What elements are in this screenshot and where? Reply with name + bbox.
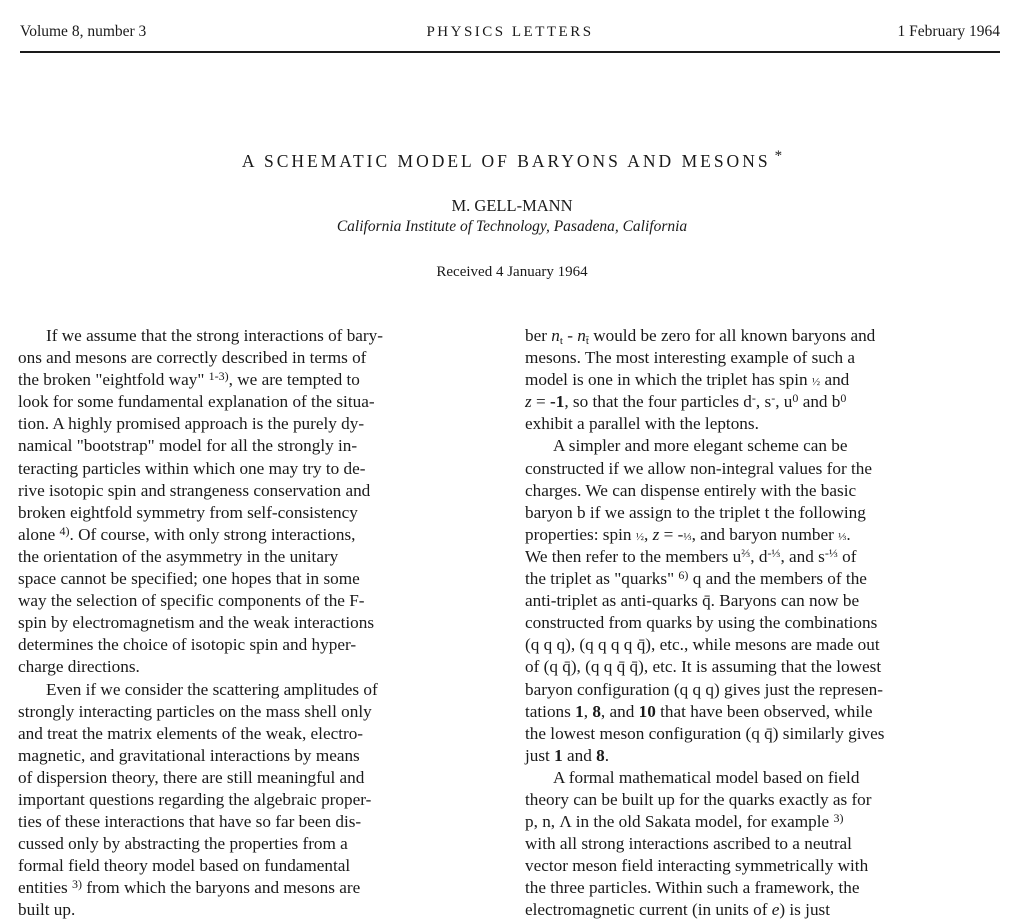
text-line: of (q q̄), (q q q̄ q̄), etc. It is assuming that the lowest <box>525 657 882 677</box>
text-line: theory can be built up for the quarks exactly as for <box>525 789 872 809</box>
text-line: charges. We can dispense entirely with the basic <box>525 480 857 500</box>
text-line: the orientation of the asymmetry in the unitary <box>18 546 339 566</box>
paragraph-start-line: A simpler and more elegant scheme can be <box>553 436 848 456</box>
text-line: constructed if we allow non-integral values for the <box>525 458 872 478</box>
text-line: the three particles. Within such a framework, the <box>525 878 860 898</box>
title-text: A SCHEMATIC MODEL OF BARYONS AND MESONS <box>241 151 771 171</box>
reference-superscript: 3) <box>71 877 82 892</box>
text-line: tion. A highly promised approach is the purely dy- <box>18 414 365 434</box>
left-column <box>18 325 498 922</box>
text-line: tations 1, 8, and 10 that have been observed, while <box>525 701 873 721</box>
text-line: charge directions. <box>18 657 140 677</box>
text-line: the broken "eightfold way" $^{1-3)}$, we are tempted to <box>18 369 360 390</box>
text-line: the lowest meson configuration (q q̄) similarly gives <box>525 723 885 743</box>
text-line: way the selection of specific components of the F- <box>18 591 365 611</box>
text-line: just 1 and 8. <box>525 745 610 765</box>
title-footnote-mark: * <box>774 148 783 164</box>
issue-date: 1 February 1964 <box>897 23 1000 40</box>
affiliation: California Institute of Technology, Pasadena, California <box>336 218 688 235</box>
text-line: the triplet as "quarks" $^{6)}$ q and the members of the <box>525 568 867 589</box>
text-line: We then refer to the members $u^{\frac{2}{3}}$, $d^{-\frac{1}{3}}$, and $s^{-\frac{1}{3}}$ of <box>525 545 857 566</box>
paragraph-start-line: If we assume that the strong interactions of bary- <box>46 326 383 345</box>
header-rule <box>20 51 1000 53</box>
text-line: ber $n_t - n_{t̄}$ would be zero for all known baryons and <box>525 326 876 347</box>
reference-superscript: 4) <box>59 523 70 538</box>
journal-name: PHYSICS LETTERS <box>426 24 594 40</box>
text-line: of dispersion theory, there are still meaningful and <box>18 767 365 787</box>
text-line: important questions regarding the algebraic proper- <box>18 789 372 809</box>
text-line: built up. <box>18 900 76 920</box>
text-line: magnetic, and gravitational interactions by means <box>18 745 360 765</box>
text-line: exhibit a parallel with the leptons. <box>525 414 759 434</box>
text-line: look for some fundamental explanation of the situa- <box>18 392 375 412</box>
text-line: rive isotopic spin and strangeness conservation and <box>18 480 371 500</box>
text-line: with all strong interactions ascribed to a neutral <box>525 834 852 854</box>
text-line: alone $^{4)}$. Of course, with only strong interactions, <box>18 523 356 544</box>
text-line: z = -1, so that the four particles d-, s-, $u^0$ and $b^0$ <box>525 391 847 412</box>
text-line: mesons. The most interesting example of such a <box>525 348 855 368</box>
text-line: determines the choice of isotopic spin and hyper- <box>18 635 357 655</box>
text-line: anti-triplet as anti-quarks q̄. Baryons can now be <box>525 591 860 611</box>
text-line: cussed only by abstracting the properties from a <box>18 834 348 854</box>
text-line: constructed from quarks by using the combinations <box>525 613 878 633</box>
text-line: electromagnetic current (in units of e) is just <box>525 900 831 920</box>
text-line: model is one in which the triplet has spin ½ and <box>525 370 850 390</box>
author: M. GELL-MANN <box>451 196 573 215</box>
article-title <box>0 150 1024 174</box>
text-line: formal field theory model based on fundamental <box>18 856 351 876</box>
text-line: properties: spin ½, z = -⅓, and baryon number ⅓. <box>525 524 851 544</box>
text-line: space cannot be specified; one hopes that in some <box>18 569 360 589</box>
text-line: (q q q), (q q q q q̄), etc., while mesons are made out <box>525 635 880 655</box>
text-line: baryon configuration (q q q) gives just the represen- <box>525 679 883 699</box>
reference-superscript: 1-3) <box>208 369 229 384</box>
running-header <box>20 22 1000 42</box>
text-line: spin by electromagnetism and the weak interactions <box>18 613 375 633</box>
text-line: p, n, Λ in the old Sakata model, for example $^{3)}$ <box>525 811 844 832</box>
text-line: baryon b if we assign to the triplet t the following <box>525 502 866 522</box>
text-line: namical "bootstrap" model for all the strongly in- <box>18 436 358 456</box>
paragraph-start-line: Even if we consider the scattering amplitudes of <box>46 679 378 699</box>
right-column <box>525 325 1005 922</box>
text-line: ons and mesons are correctly described in terms of <box>18 348 367 368</box>
text-line: teracting particles within which one may try to de- <box>18 458 366 478</box>
paragraph-start-line: A formal mathematical model based on field <box>553 767 860 787</box>
text-line: entities $^{3)}$ from which the baryons and mesons are <box>18 877 361 898</box>
received-date: Received 4 January 1964 <box>436 264 588 280</box>
text-line: ties of these interactions that have so far been dis- <box>18 812 362 832</box>
volume-number: Volume 8, number 3 <box>20 23 147 40</box>
text-line: broken eightfold symmetry from self-consistency <box>18 502 358 522</box>
text-line: and treat the matrix elements of the weak, electro- <box>18 723 364 743</box>
text-line: strongly interacting particles on the mass shell only <box>18 701 372 721</box>
text-line: vector meson field interacting symmetrically with <box>525 856 869 876</box>
